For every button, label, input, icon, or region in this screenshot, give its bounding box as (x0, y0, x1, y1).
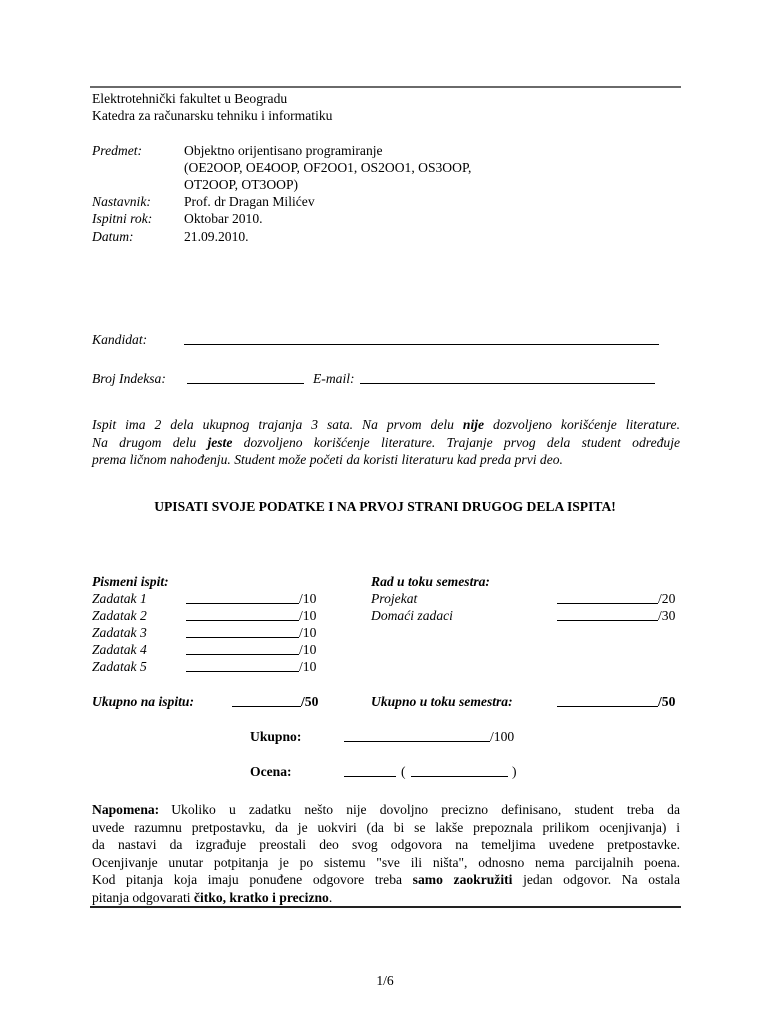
department-name: Katedra za računarsku tehniku i informatiku (92, 108, 333, 123)
grade-words-field[interactable] (411, 776, 508, 777)
task-1-max: /10 (299, 591, 317, 606)
task-2-field[interactable] (186, 620, 299, 621)
total-field[interactable] (344, 741, 490, 742)
rok-value: Oktobar 2010. (184, 211, 263, 226)
intro-paragraph (92, 416, 680, 469)
intro-line-2: Na drugom delu jeste dozvoljeno korišćenje literature. Trajanje prvog dela student određuje (92, 434, 681, 450)
email-field[interactable] (360, 383, 655, 384)
task-2-max: /10 (299, 608, 317, 623)
note-line-3: da nastavi da izgrađuje preostali deo svog odgovora na temeljima uvedene pretpostavke. (92, 837, 680, 852)
page-number: 1/6 (376, 973, 394, 988)
datum-label: Datum: (92, 229, 134, 244)
note-line-1: Napomena: Ukoliko u zadatku nešto nije dovoljno precizno definisano, student treba da (92, 802, 680, 817)
task-5-max: /10 (299, 659, 317, 674)
total-label: Ukupno: (250, 729, 302, 744)
note-label: Napomena: (92, 802, 160, 817)
domaci-max: /30 (658, 608, 676, 623)
task-3-max: /10 (299, 625, 317, 640)
predmet-label: Predmet: (92, 143, 143, 158)
note-line-2: uvede razumnu pretpostavku, da je uokviri (da bi se lakše prepoznala prilikom ocenjivanja) i (92, 819, 680, 835)
grade-open-paren: ( (401, 764, 406, 779)
task-3-label: Zadatak 3 (92, 625, 147, 640)
intro-line-1: Ispit ima 2 dela ukupnog trajanja 3 sata. Na prvom delu nije dozvoljeno korišćenje literature. (92, 417, 680, 432)
projekat-field[interactable] (557, 603, 658, 604)
notice-heading: UPISATI SVOJE PODATKE I NA PRVOJ STRANI DRUGOG DELA ISPITA! (154, 499, 616, 514)
task-5-field[interactable] (186, 671, 299, 672)
note-paragraph (92, 801, 680, 906)
bottom-rule (90, 906, 681, 908)
semester-total-label: Ukupno u toku semestra: (371, 694, 513, 709)
semester-total-max: /50 (658, 694, 676, 709)
note-line-6: pitanja odgovarati čitko, kratko i precizno. (92, 889, 333, 905)
grade-label: Ocena: (250, 764, 292, 779)
semester-heading: Rad u toku semestra: (371, 574, 490, 589)
note-line-5: Kod pitanja koja imaju ponuđene odgovore treba samo zaokružiti jedan odgovor. Na ostala (92, 872, 680, 887)
task-1-label: Zadatak 1 (92, 591, 147, 606)
task-4-label: Zadatak 4 (92, 642, 147, 657)
intro-line-3: prema ličnom nahođenju. Student može početi da koristi literaturu kad preda prvi deo. (92, 452, 563, 467)
grade-field[interactable] (344, 776, 396, 777)
exam-total-field[interactable] (232, 706, 301, 707)
exam-total-label: Ukupno na ispitu: (92, 694, 194, 709)
task-5-label: Zadatak 5 (92, 659, 147, 674)
domaci-field[interactable] (557, 620, 658, 621)
kandidat-field[interactable] (184, 344, 659, 345)
indeks-label: Broj Indeksa: (92, 371, 166, 386)
nastavnik-label: Nastavnik: (92, 194, 151, 209)
email-label: E-mail: (313, 371, 355, 386)
predmet-line-2: (OE2OOP, OE4OOP, OF2OO1, OS2OO1, OS3OOP, (184, 160, 472, 175)
exam-total-max: /50 (301, 694, 319, 709)
note-line-4: Ocenjivanje unutar potpitanja je po sistemu "sve ili ništa", odnosno nema parcijalnih poena. (92, 854, 680, 870)
nastavnik-value: Prof. dr Dragan Milićev (184, 194, 315, 209)
projekat-max: /20 (658, 591, 676, 606)
domaci-label: Domaći zadaci (371, 608, 453, 623)
semester-total-field[interactable] (557, 706, 658, 707)
top-rule (90, 86, 681, 88)
faculty-name: Elektrotehnički fakultet u Beogradu (92, 91, 288, 106)
grade-close-paren: ) (512, 764, 517, 779)
task-3-field[interactable] (186, 637, 299, 638)
total-max: /100 (490, 729, 515, 744)
task-4-field[interactable] (186, 654, 299, 655)
rok-label: Ispitni rok: (92, 211, 153, 226)
exam-heading: Pismeni ispit: (92, 574, 169, 589)
predmet-line-1: Objektno orijentisano programiranje (184, 143, 383, 158)
datum-value: 21.09.2010. (184, 229, 249, 244)
task-1-field[interactable] (186, 603, 299, 604)
predmet-line-3: OT2OOP, OT3OOP) (184, 177, 299, 192)
task-4-max: /10 (299, 642, 317, 657)
kandidat-label: Kandidat: (92, 332, 148, 347)
projekat-label: Projekat (371, 591, 418, 606)
indeks-field[interactable] (187, 383, 304, 384)
task-2-label: Zadatak 2 (92, 608, 147, 623)
